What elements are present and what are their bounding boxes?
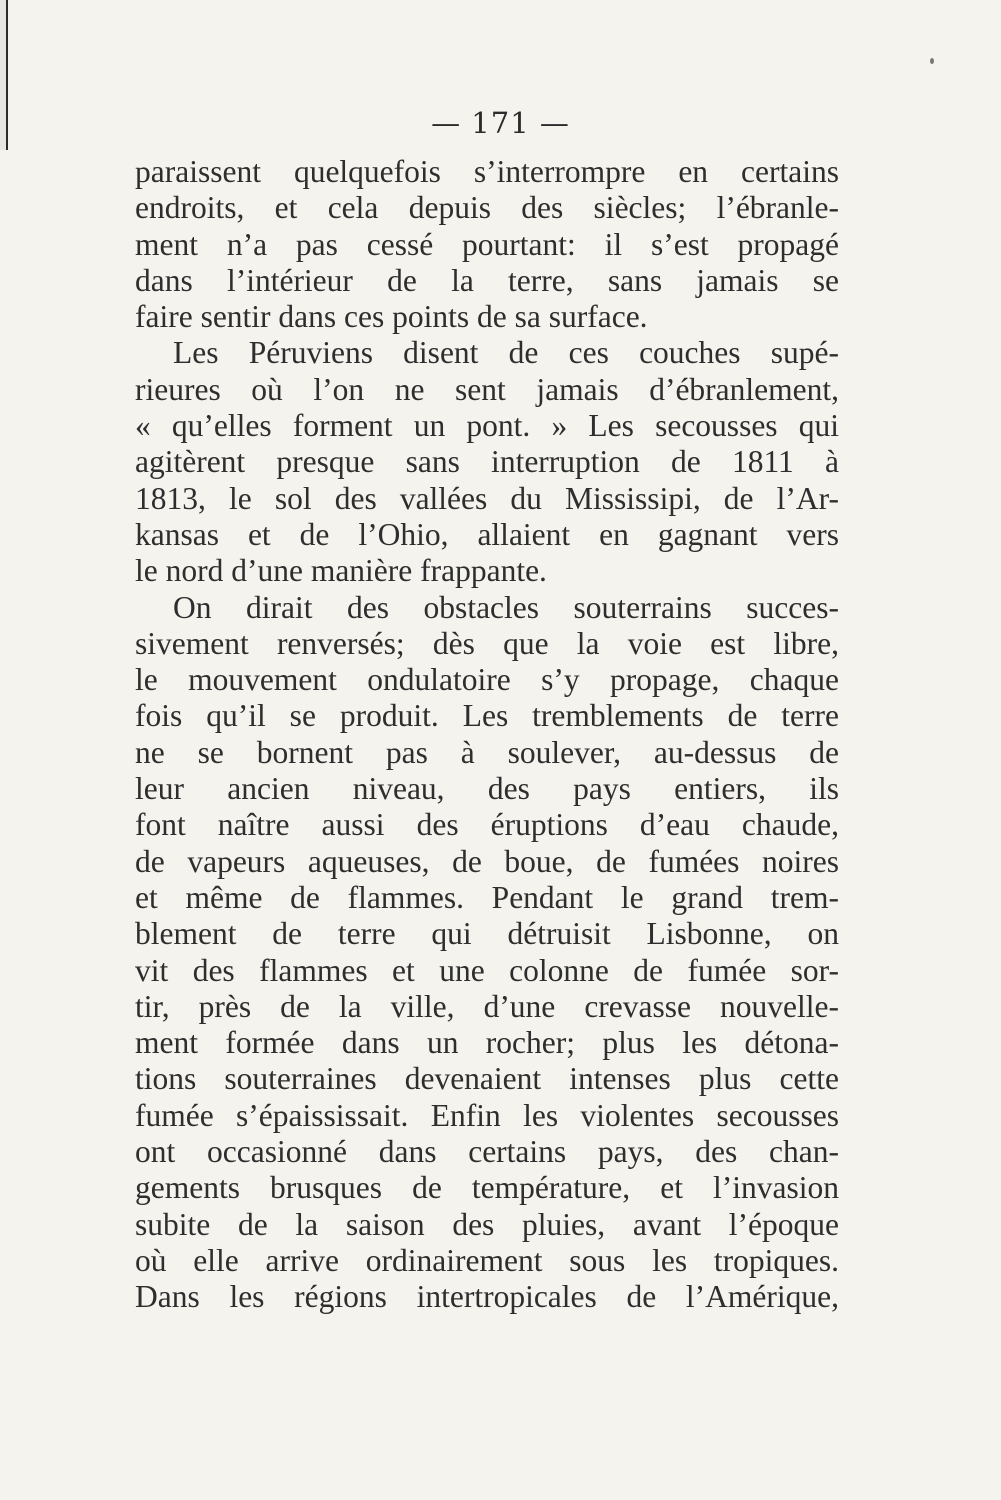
text-line: dans l’intérieur de la terre, sans jamais se [135, 262, 839, 298]
text-line: rieures où l’on ne sent jamais d’ébranlement, [135, 371, 839, 407]
text-line: kansas et de l’Ohio, allaient en gagnant vers [135, 516, 839, 552]
paper-speck [930, 58, 934, 64]
text-line: ont occasionné dans certains pays, des chan- [135, 1134, 839, 1170]
text-line: gements brusques de température, et l’invasion [135, 1170, 839, 1206]
text-line: ne se bornent pas à soulever, au-dessus de [135, 734, 839, 770]
text-line: Dans les régions intertropicales de l’Amérique, [135, 1279, 839, 1315]
text-line: tions souterraines devenaient intenses plus cette [135, 1061, 839, 1097]
text-line: 1813, le sol des vallées du Mississipi, de l’Ar- [135, 480, 839, 516]
text-line: où elle arrive ordinairement sous les tropiques. [135, 1242, 839, 1278]
text-line: tir, près de la ville, d’une crevasse nouvelle- [135, 988, 839, 1024]
text-line: subite de la saison des pluies, avant l’époque [135, 1206, 839, 1242]
text-line: sivement renversés; dès que la voie est libre, [135, 625, 839, 661]
text-line: paraissent quelquefois s’interrompre en certains [135, 154, 839, 189]
text-line: faire sentir dans ces points de sa surface. [135, 299, 648, 335]
text-line: leur ancien niveau, des pays entiers, ils [135, 771, 839, 807]
body-text [135, 154, 839, 1316]
text-line: ment formée dans un rocher; plus les détona- [135, 1025, 839, 1061]
text-line: font naître aussi des éruptions d’eau chaude, [135, 807, 839, 843]
text-line: « qu’elles forment un pont. » Les secousses qui [135, 408, 839, 444]
text-line: On dirait des obstacles souterrains succes- [173, 589, 839, 625]
text-line: agitèrent presque sans interruption de 1811 à [135, 444, 839, 480]
text-line: le mouvement ondulatoire s’y propage, chaque [135, 662, 839, 698]
text-line: ment n’a pas cessé pourtant: il s’est propagé [135, 226, 839, 262]
text-line: blement de terre qui détruisit Lisbonne, on [135, 916, 839, 952]
text-line: endroits, et cela depuis des siècles; l’ébranle- [135, 190, 839, 226]
text-line: fois qu’il se produit. Les tremblements de terre [135, 698, 839, 734]
text-line: Les Péruviens disent de ces couches supé- [173, 335, 839, 371]
text-line: fumée s’épaississait. Enfin les violentes secousses [135, 1097, 839, 1133]
text-line: de vapeurs aqueuses, de boue, de fumées noires [135, 843, 839, 879]
text-line: et même de flammes. Pendant le grand trem- [135, 879, 839, 915]
text-line: vit des flammes et une colonne de fumée sor- [135, 952, 839, 988]
page-number: — 171 — [431, 106, 570, 140]
text-line: le nord d’une manière frappante. [135, 553, 547, 589]
